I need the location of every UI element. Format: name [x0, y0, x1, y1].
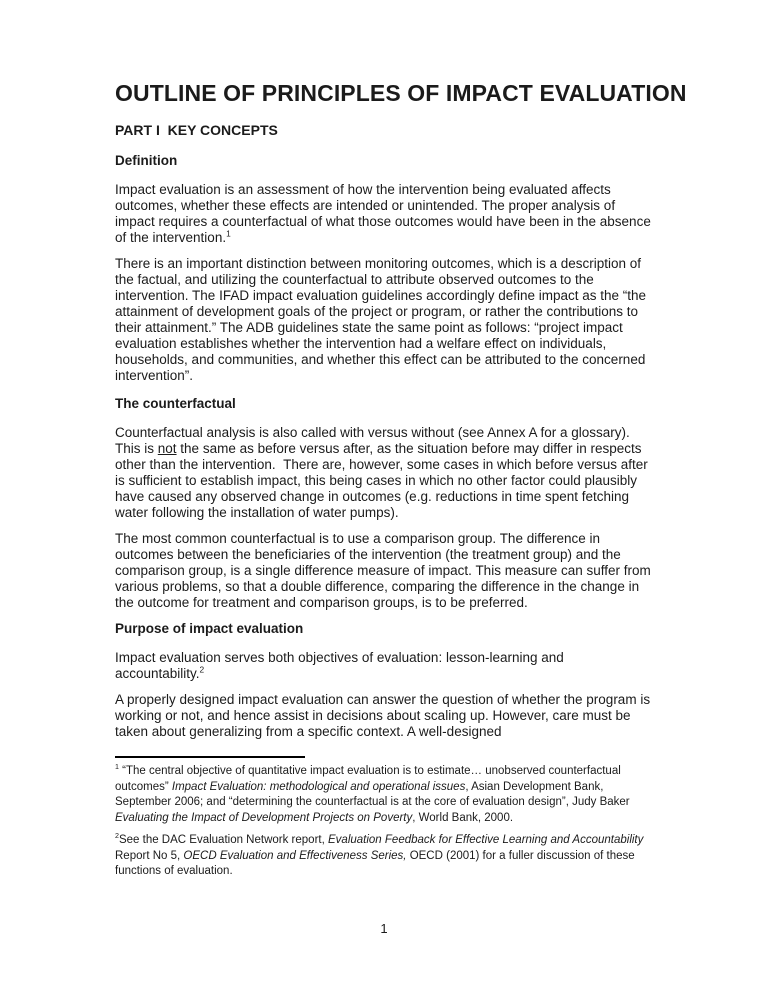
section-heading-purpose: Purpose of impact evaluation — [115, 621, 304, 636]
footnote-separator — [115, 756, 305, 758]
paragraph-counterfactual-2: The most common counterfactual is to use a comparison group. The difference in outcomes between the beneficiaries of the intervention (the treatment group) and the comparison group, is a single difference measure of impact. This measure can suffer from various problems, so that a double difference, comparing the difference in the change in the outcome for treatment and comparison groups, is to be preferred. — [115, 531, 651, 610]
paragraph-counterfactual-1: Counterfactual analysis is also called with versus without (see Annex A for a glossary). This is not the same as before versus after, as the situation before may differ in respects other than the intervention. There are, however, some cases in which before versus after is sufficient to establish impact, this being cases in which no other factor could plausibly have caused any observed change in outcomes (e.g. reductions in time spent fetching water following the installation of water pumps). — [115, 425, 648, 520]
paragraph-definition-1: Impact evaluation is an assessment of how the intervention being evaluated affects outcomes, whether these effects are intended or unintended. The proper analysis of impact requires a counterfactual of what those outcomes would have been in the absence of the intervention.$^1$ — [115, 182, 651, 245]
footnote-2: $^2$See the DAC Evaluation Network report, Evaluation Feedback for Effective Learning and Accountability Report No 5, OECD Evaluation and Effectiveness Series, OECD (2001) for a fuller discussion of these functions of evaluation. — [115, 832, 644, 877]
paragraph-definition-2: There is an important distinction between monitoring outcomes, which is a description of the factual, and utilizing the counterfactual to attribute observed outcomes to the intervention. The IFAD impact evaluation guidelines accordingly define impact as the “the attainment of development goals of the project or program, or rather the contributions to their attainment.” The ADB guidelines state the same point as follows: “project impact evaluation establishes whether the intervention had a welfare effect on individuals, households, and communities, and whether this effect can be attributed to the concerned intervention”. — [115, 256, 647, 383]
paragraph-purpose-1: Impact evaluation serves both objectives of evaluation: lesson-learning and accountability.$^2$ — [115, 650, 564, 681]
page-content — [115, 80, 687, 887]
section-heading-definition: Definition — [115, 153, 178, 168]
page-number: 1 — [380, 921, 388, 936]
paragraph-purpose-2: A properly designed impact evaluation can answer the question of whether the program is working or not, and hence assist in decisions about scaling up. However, care must be taken about generalizing from a specific context. A well-designed — [115, 692, 651, 739]
footnote-1: $^1$ “The central objective of quantitative impact evaluation is to estimate… unobserved counterfactual outcomes” Impact Evaluation: methodological and operational issues, Asian Development Bank, September 2006; and “determining the counterfactual is at the core of evaluation design”, Judy Baker Evaluating the Impact of Development Projects on Poverty, World Bank, 2000. — [115, 763, 630, 824]
part-heading: PART I KEY CONCEPTS — [115, 122, 278, 138]
document-title: OUTLINE OF PRINCIPLES OF IMPACT EVALUATION — [115, 80, 687, 106]
section-heading-counterfactual: The counterfactual — [115, 396, 236, 411]
